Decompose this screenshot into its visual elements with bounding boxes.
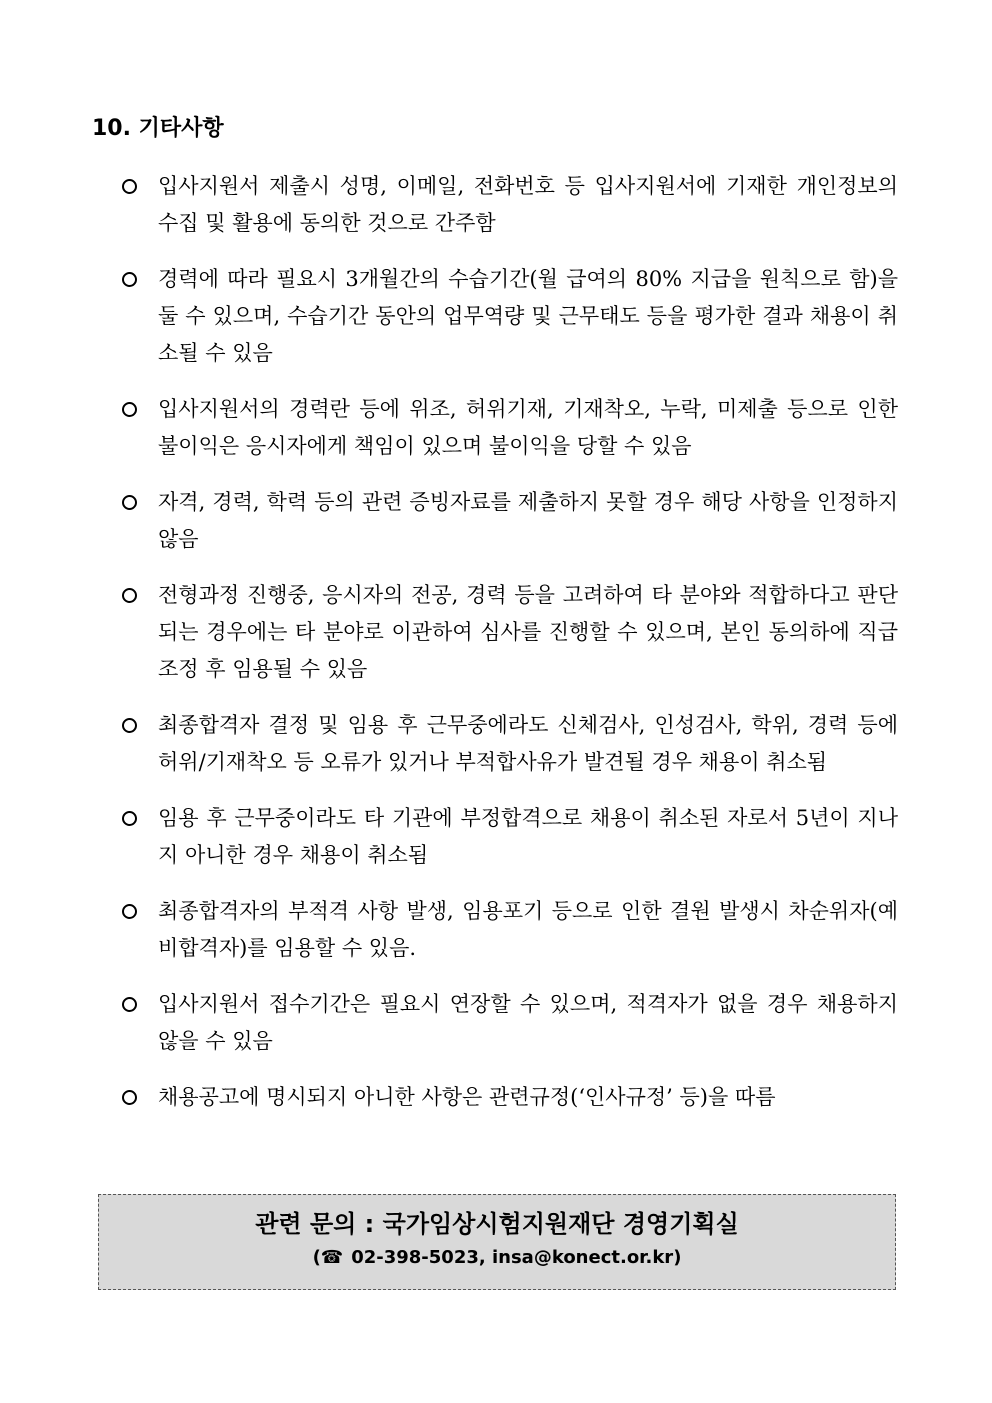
circle-bullet-icon	[122, 997, 137, 1012]
section-title: 10. 기타사항	[92, 116, 224, 141]
list-item-text: 입사지원서 제출시 성명, 이메일, 전화번호 등 입사지원서에 기재한 개인정보의 수집 및 활용에 동의한 것으로 간주함	[158, 174, 898, 235]
circle-bullet-icon	[122, 1090, 137, 1105]
list-item-text: 경력에 따라 필요시 3개월간의 수습기간(월 급여의 80% 지급을 원칙으로 함)을 둘 수 있으며, 수습기간 동안의 업무역량 및 근무태도 등을 평가한 결과 채용이 취소될 수 있음	[158, 267, 898, 365]
circle-bullet-icon	[122, 904, 137, 919]
circle-bullet-icon	[122, 179, 137, 194]
contact-title: 관련 문의 : 국가임상시험지원재단 경영기획실	[255, 1210, 739, 1238]
contact-box	[98, 1194, 896, 1290]
list-item-text: 최종합격자의 부적격 사항 발생, 임용포기 등으로 인한 결원 발생시 차순위자(예비합격자)를 임용할 수 있음.	[158, 899, 898, 960]
contact-detail	[99, 1245, 895, 1271]
list-item	[122, 707, 898, 781]
circle-bullet-icon	[122, 402, 137, 417]
list-item-text: 입사지원서의 경력란 등에 위조, 허위기재, 기재착오, 누락, 미제출 등으로 인한 불이익은 응시자에게 책임이 있으며 불이익을 당할 수 있음	[158, 397, 898, 458]
list-item	[122, 1079, 898, 1116]
contact-open-paren: (	[312, 1247, 321, 1268]
circle-bullet-icon	[122, 588, 137, 603]
list-item	[122, 800, 898, 874]
notice-list	[122, 168, 898, 1135]
list-item-text: 전형과정 진행중, 응시자의 전공, 경력 등을 고려하여 타 분야와 적합하다고 판단되는 경우에는 타 분야로 이관하여 심사를 진행할 수 있으며, 본인 동의하에 직급조정 후 임용될 수 있음	[158, 583, 898, 681]
list-item	[122, 484, 898, 558]
contact-close-paren: )	[673, 1247, 682, 1268]
list-item	[122, 986, 898, 1060]
list-item-text: 최종합격자 결정 및 임용 후 근무중에라도 신체검사, 인성검사, 학위, 경력 등에 허위/기재착오 등 오류가 있거나 부적합사유가 발견될 경우 채용이 취소됨	[158, 713, 898, 774]
list-item	[122, 391, 898, 465]
list-item	[122, 261, 898, 372]
circle-bullet-icon	[122, 811, 137, 826]
list-item-text: 자격, 경력, 학력 등의 관련 증빙자료를 제출하지 못할 경우 해당 사항을 인정하지 않음	[158, 490, 898, 551]
list-item-text: 입사지원서 접수기간은 필요시 연장할 수 있으며, 적격자가 없을 경우 채용하지 않을 수 있음	[158, 992, 898, 1053]
phone-icon: ☎	[320, 1247, 344, 1268]
list-item-text: 채용공고에 명시되지 아니한 사항은 관련규정(‘인사규정’ 등)을 따름	[158, 1085, 776, 1109]
circle-bullet-icon	[122, 272, 137, 287]
circle-bullet-icon	[122, 718, 137, 733]
list-item-text: 임용 후 근무중이라도 타 기관에 부정합격으로 채용이 취소된 자로서 5년이 지나지 아니한 경우 채용이 취소됨	[158, 806, 898, 867]
list-item	[122, 577, 898, 688]
contact-phone-email: 02-398-5023, insa@konect.or.kr	[351, 1247, 674, 1268]
list-item	[122, 893, 898, 967]
list-item	[122, 168, 898, 242]
circle-bullet-icon	[122, 495, 137, 510]
